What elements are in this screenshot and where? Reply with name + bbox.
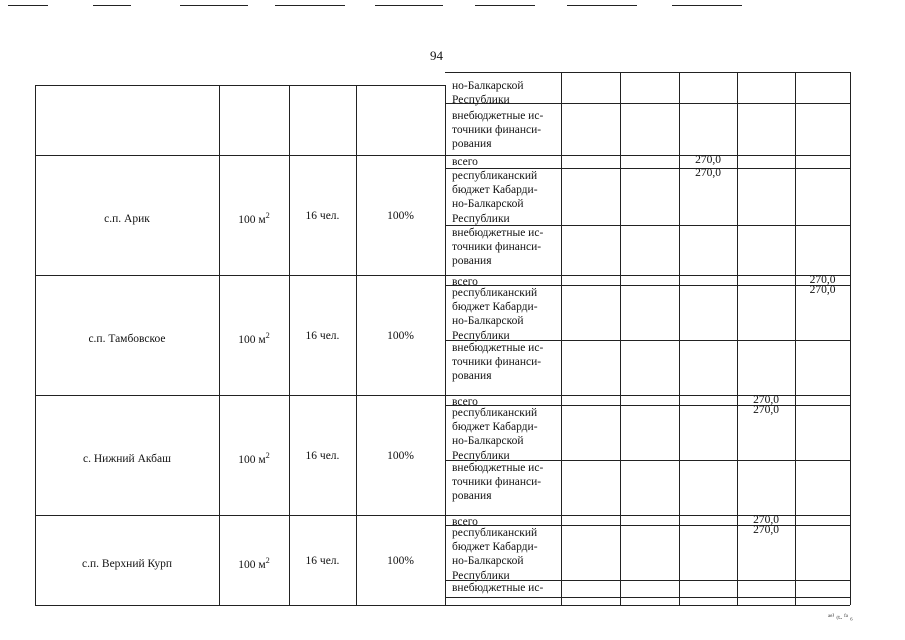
offbudget-source-line: точники финанси- <box>452 356 542 369</box>
total-amount: 270,0 <box>753 514 779 526</box>
total-label: всего <box>452 516 478 528</box>
offbudget-source-line: внебюджетные ис- <box>452 342 544 354</box>
budget-amount: 270,0 <box>695 167 721 179</box>
budget-source-line: но-Балкарской <box>452 435 524 448</box>
total-amount: 270,0 <box>695 154 721 166</box>
budget-source-line: бюджет Кабарди- <box>452 184 538 197</box>
table-rule <box>35 515 850 516</box>
percent-value: 100% <box>387 330 414 342</box>
header-rule <box>180 5 248 6</box>
continuation-budget-text: но-Балкарской Республики <box>452 80 524 107</box>
budget-source-line: но-Балкарской <box>452 555 524 568</box>
header-rule <box>475 5 535 6</box>
percent-value: 100% <box>387 450 414 462</box>
table-rule <box>35 395 850 396</box>
budget-source-line: республиканский <box>452 287 538 299</box>
total-label: всего <box>452 276 478 288</box>
total-label: всего <box>452 396 478 408</box>
table-rule <box>35 85 445 86</box>
table-rule <box>289 85 290 605</box>
area-value: 100 $м^2$ <box>238 556 270 571</box>
table-rule <box>445 597 850 598</box>
offbudget-source-line: точники финанси- <box>452 476 542 489</box>
budget-source-line: но-Балкарской <box>452 315 524 328</box>
budget-source-line: бюджет Кабарди- <box>452 541 538 554</box>
header-rule <box>567 5 637 6</box>
continuation-offbudget-text: внебюджетные ис- точники финанси- рования <box>452 110 544 151</box>
total-amount: 270,0 <box>809 274 836 286</box>
budget-amount: 270,0 <box>809 284 836 296</box>
total-amount: 270,0 <box>753 394 779 406</box>
budget-source-line: бюджет Кабарди- <box>452 301 538 314</box>
people-count: 16 чел. <box>305 330 340 342</box>
settlement-name: с.п. Тамбовское <box>88 333 166 345</box>
budget-source-line: но-Балкарской <box>452 198 524 211</box>
budget-source-line: бюджет Кабарди- <box>452 421 538 434</box>
budget-source-line: республиканский <box>452 407 538 419</box>
budget-amount: 270,0 <box>753 404 779 416</box>
table-rule <box>445 85 446 605</box>
settlement-name: с.п. Арик <box>104 213 150 225</box>
total-label: всего <box>452 156 478 168</box>
budget-source-line: Республики <box>452 449 510 462</box>
percent-value: 100% <box>387 210 414 222</box>
page-number: 94 <box>430 48 443 63</box>
header-rule <box>672 5 742 6</box>
header-rule <box>375 5 443 6</box>
budget-source-line: Республики <box>452 569 510 582</box>
budget-source-line: республиканский <box>452 170 538 182</box>
offbudget-source-line: точники финанси- <box>452 241 542 254</box>
budget-amount: 270,0 <box>753 524 779 536</box>
people-count: 16 чел. <box>305 210 340 222</box>
table-rule <box>35 605 850 606</box>
header-rule <box>8 5 48 6</box>
settlement-name: с. Нижний Акбаш <box>82 453 171 465</box>
settlement-name: с.п. Верхний Курп <box>82 558 172 570</box>
offbudget-source-line: внебюджетные ис- <box>452 227 544 239</box>
offbudget-source-line: рования <box>452 255 492 268</box>
area-value: 100 $м^2$ <box>238 211 270 226</box>
header-rule <box>275 5 345 6</box>
percent-value: 100% <box>387 555 414 567</box>
budget-source-line: Республики <box>452 329 510 342</box>
table-rule <box>35 275 850 276</box>
budget-source-line: Республики <box>452 212 510 225</box>
people-count: 16 чел. <box>305 450 340 462</box>
offbudget-source-line: рования <box>452 370 492 383</box>
area-value: 100 $м^2$ <box>238 451 270 466</box>
table-rule <box>356 85 357 605</box>
offbudget-source-line: рования <box>452 490 492 503</box>
table-rule <box>850 72 851 605</box>
budget-source-line: республиканский <box>452 527 538 539</box>
table-rule <box>445 72 850 73</box>
offbudget-source-line: внебюджетные ис- <box>452 462 544 474</box>
people-count: 16 чел. <box>305 555 340 567</box>
scan-marks: ᵃᵉ⁾ ₍ₜ. ᶠᵃ ₆ <box>828 612 853 621</box>
header-rule <box>93 5 131 6</box>
area-value: 100 $м^2$ <box>238 331 270 346</box>
offbudget-source-line: внебюджетные ис- <box>452 582 544 594</box>
